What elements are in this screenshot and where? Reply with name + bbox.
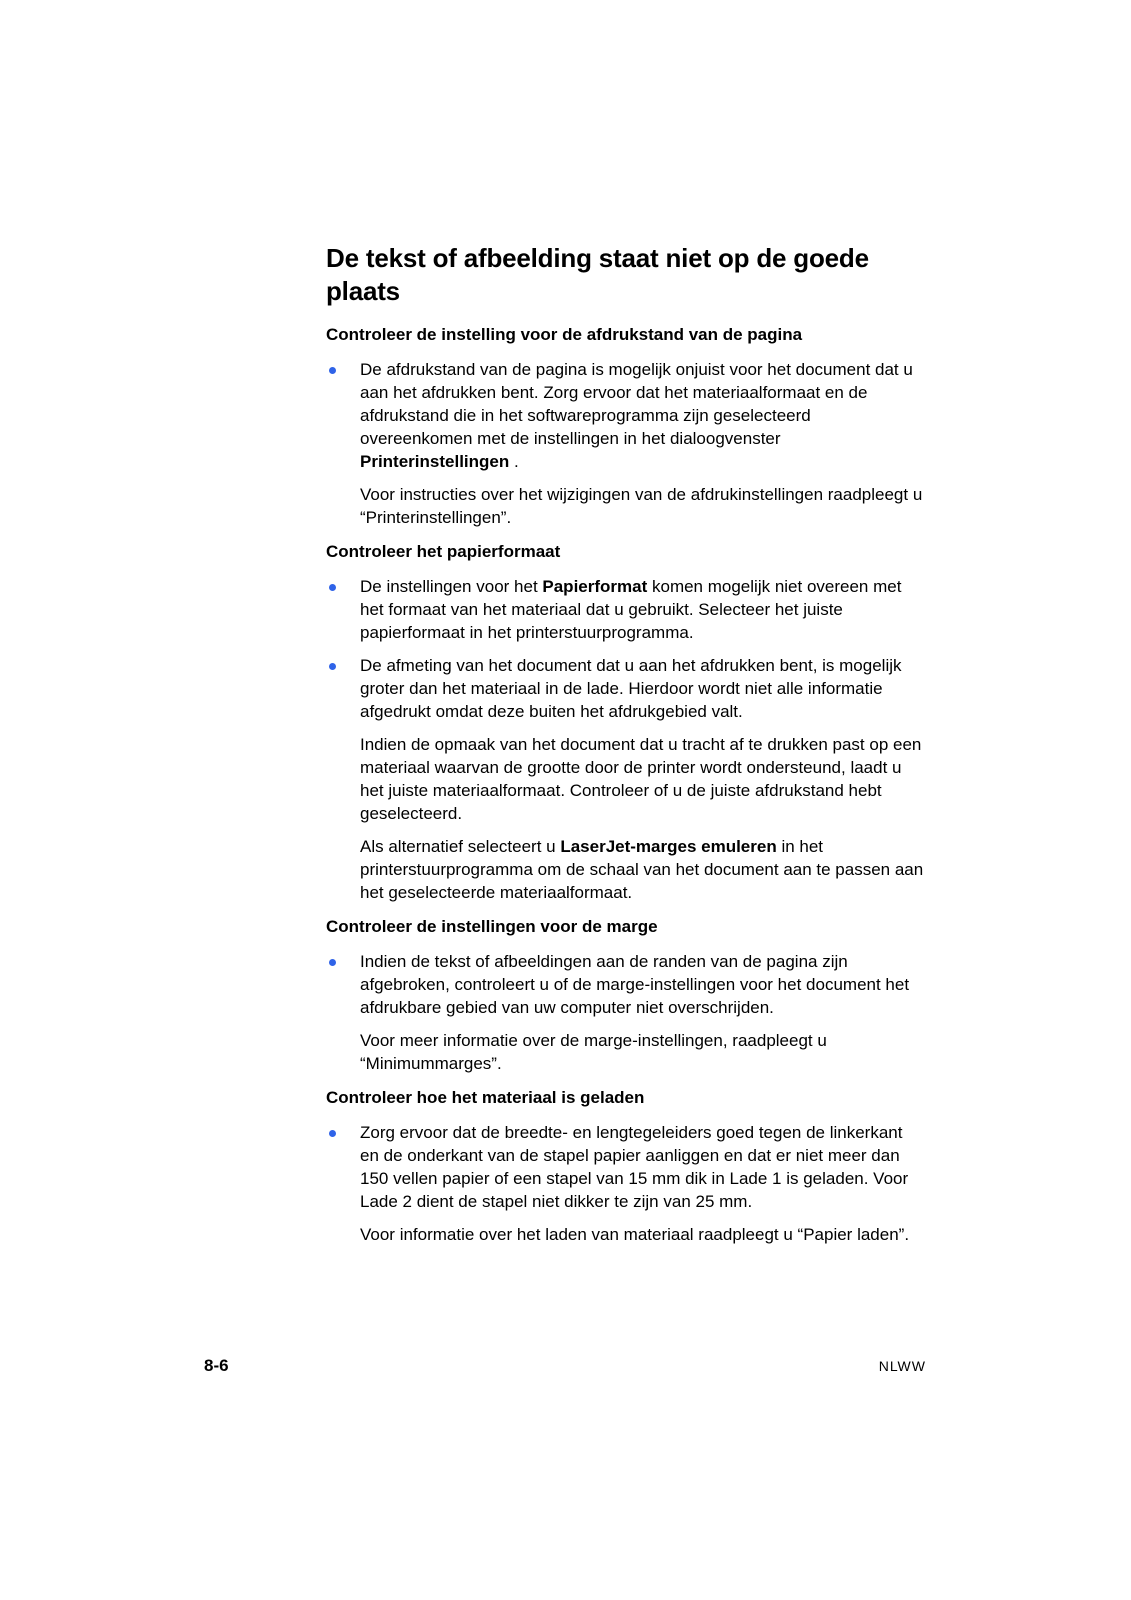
bullet-text: De afmeting van het document dat u aan het afdrukken bent, is mogelijk groter dan het materiaal in de lade. Hierdoor wordt niet alle informatie afgedrukt omdat deze buiten het afdrukgebied valt. (360, 656, 902, 721)
bullet-note: Voor instructies over het wijzigingen van de afdrukinstellingen raadpleegt u “Printerinstellingen”. (360, 485, 923, 527)
section-heading: Controleer de instellingen voor de marge (326, 917, 658, 936)
footer-label: NLWW (878, 1358, 926, 1374)
bullet-note: Als alternatief selecteert u LaserJet-marges emuleren in het printerstuurprogramma om de schaal van het document aan te passen aan het geselecteerde materiaalformaat. (360, 837, 924, 902)
section-heading: Controleer de instelling voor de afdrukstand van de pagina (326, 325, 803, 344)
bullet-text: Indien de tekst of afbeeldingen aan de randen van de pagina zijn afgebroken, controleert u of de marge-instellingen voor het document het afdrukbare gebied van uw computer niet overschrijden. (360, 952, 910, 1017)
page-title: De tekst of afbeelding staat niet op de goede plaats (326, 243, 869, 306)
bullet-note: Voor meer informatie over de marge-instellingen, raadpleegt u “Minimummarges”. (360, 1031, 827, 1073)
section-heading: Controleer hoe het materiaal is geladen (326, 1088, 645, 1107)
bullet-icon (329, 1130, 336, 1137)
page-content (326, 242, 926, 1256)
bullet-icon (329, 367, 336, 374)
section-heading: Controleer het papierformaat (326, 542, 561, 561)
list-item (326, 654, 926, 723)
bullet-note: Voor informatie over het laden van materiaal raadpleegt u “Papier laden”. (360, 1225, 910, 1244)
page-number: 8-6 (204, 1356, 229, 1375)
list-item (326, 575, 926, 644)
list-item (326, 1121, 926, 1213)
bullet-icon (329, 663, 336, 670)
bullet-icon (329, 959, 336, 966)
bullet-text: De afdrukstand van de pagina is mogelijk onjuist voor het document dat u aan het afdrukken bent. Zorg ervoor dat het materiaalformaat en de afdrukstand die in het softwareprogramma zijn geselecteerd overeenkomen met de instellingen in het dialoogvenster Printerinstellingen . (360, 360, 913, 471)
bullet-icon (329, 584, 336, 591)
bullet-text: Zorg ervoor dat de breedte- en lengtegeleiders goed tegen de linkerkant en de onderkant van de stapel papier aanliggen en dat er niet meer dan 150 vellen papier of een stapel van 15 mm dik in Lade 1 is geladen. Voor Lade 2 dient de stapel niet dikker te zijn van 25 mm. (360, 1123, 909, 1211)
list-item (326, 950, 926, 1019)
bullet-text: De instellingen voor het Papierformat komen mogelijk niet overeen met het formaat van het materiaal dat u gebruikt. Selecteer het juiste papierformaat in het printerstuurprogramma. (360, 577, 902, 642)
list-item (326, 358, 926, 473)
bullet-note: Indien de opmaak van het document dat u tracht af te drukken past op een materiaal waarvan de grootte door de printer wordt ondersteund, laadt u het juiste materiaalformaat. Controleer of u de juiste afdrukstand hebt geselecteerd. (360, 735, 922, 823)
